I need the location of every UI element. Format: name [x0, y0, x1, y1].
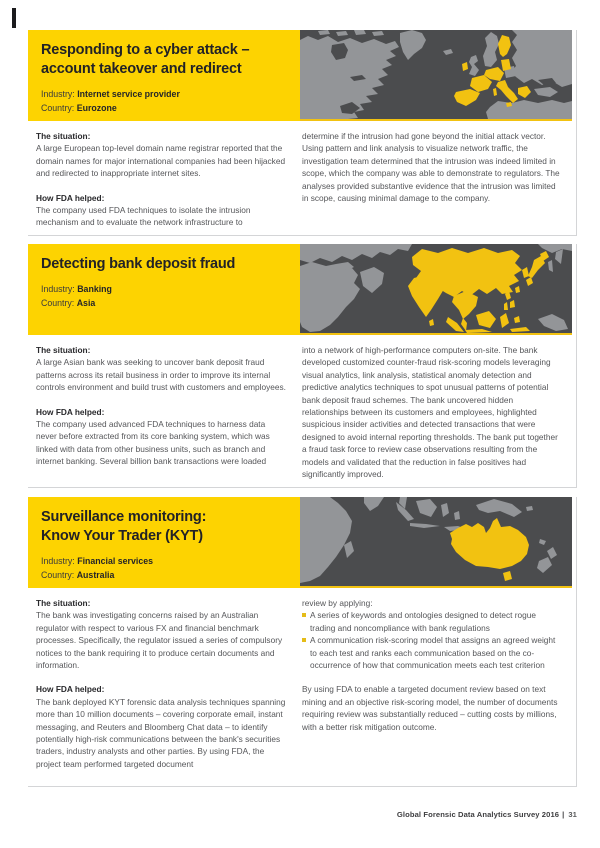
industry-value: Internet service provider: [77, 89, 180, 99]
case-study-kyt: [28, 497, 577, 787]
case3-title-line2: Know Your Trader (KYT): [41, 528, 203, 544]
case2-country: [41, 297, 288, 309]
case2-header: [28, 244, 300, 335]
country-value: Australia: [76, 570, 115, 580]
case3-header-band: [28, 497, 576, 588]
case1-left-column: [36, 130, 288, 229]
case1-country: [41, 102, 288, 114]
page-number: 31: [568, 810, 577, 819]
case1-right-column: [302, 130, 560, 229]
how-fda-heading: How FDA helped:: [36, 192, 105, 203]
footer-title: Global Forensic Data Analytics Survey 2016: [396, 810, 560, 819]
industry-value: Financial services: [77, 556, 153, 566]
case1-body: [28, 121, 576, 229]
industry-label: Industry:: [41, 284, 75, 294]
case3-country: [41, 569, 288, 581]
review-bullet-list: [302, 609, 560, 671]
country-value: Asia: [76, 298, 96, 308]
map-europe-svg: [300, 30, 572, 119]
country-label: Country:: [41, 570, 75, 580]
how-fda-text: The bank deployed KYT forensic data analysis techniques spanning more than 10 million documents – covering corporate email, instant messaging, and Reuters and Bloomberg Chat data – to identify potentially high-risk communications between the bank's securities traders, industry analysts and other parties. By using FDA, the project team performed targeted document: [36, 696, 286, 769]
world-map-asia: [300, 244, 572, 335]
list-item: [302, 634, 560, 671]
bullet-text: A series of keywords and ontologies designed to detect rogue trading and noncompliance with bank regulations: [310, 610, 537, 633]
how-fda-text: The company used advanced FDA techniques to harness data never before extracted from its core banking system, which was linked with data from other business units, such as branch and internet banking. Several billion bank transactions were loaded: [36, 419, 270, 467]
how-fda-text-continued: into a network of high-performance computers on-site. The bank developed customized counter-fraud risk-scoring models leveraging visual analytics, link analysis, statistical anomaly detection and predictive analytics techniques to spot unusual patterns of potential bank deposit fraud schemes. The bank uncovered hidden relationships between its customers and employees, highlighted suspicious insider activities and detected transactions that were designed to avoid internal reporting thresholds. The bank put together a fraud task force to review case observations resulting from the models and validated that the reduction in false positives had significantly improved.: [302, 345, 558, 480]
footer-separator: |: [562, 810, 565, 819]
world-map-eurozone: [300, 30, 572, 121]
case1-title-line2: account takeover and redirect: [41, 61, 242, 77]
country-value: Eurozone: [76, 103, 117, 113]
case3-industry: [41, 555, 288, 567]
situation-text: A large European top-level domain name registrar reported that the domain names for major international companies had been hijacked and redirected to inappropriate internet sites.: [36, 143, 286, 179]
how-fda-heading: How FDA helped:: [36, 406, 105, 417]
review-intro-text: review by applying:: [302, 598, 373, 608]
case3-right-column: [302, 597, 560, 770]
industry-label: Industry:: [41, 89, 75, 99]
how-fda-heading: How FDA helped:: [36, 684, 105, 695]
situation-heading: The situation:: [36, 598, 91, 608]
how-fda-text: The company used FDA techniques to isolate the intrusion mechanism and to evaluate the network infrastructure to: [36, 205, 251, 228]
north-africa: [486, 100, 572, 119]
case3-title-line1: Surveillance monitoring:: [41, 509, 207, 525]
bullet-text: A communication risk-scoring model that assigns an agreed weight to each test and ranks each communication based on the co-occurrence of how that communication meets each test criterion: [310, 635, 556, 671]
case1-title-line1: Responding to a cyber attack –: [41, 42, 250, 58]
case2-title: [41, 255, 288, 274]
situation-heading: The situation:: [36, 131, 91, 141]
how-fda-text-continued: determine if the intrusion had gone beyond the initial attack vector. Using pattern and link analysis to visualize network traffic, the investigation team determined that the intrusion was indeed limited in scope, which the company was able to demonstrate to regulators. The analyses provided substantive evidence that the intrusion was limited in scope, causing minimal damage to the company.: [302, 131, 560, 204]
case1-title: [41, 41, 288, 79]
country-label: Country:: [41, 103, 75, 113]
case2-left-column: [36, 344, 288, 480]
case1-header: [28, 30, 300, 121]
bullet-square-icon: [302, 638, 306, 642]
situation-text: A large Asian bank was seeking to uncover bank deposit fraud patterns across its retail business in order to improve its internal controls environment and build trust with customers and employees.: [36, 357, 286, 393]
case3-body: [28, 588, 576, 770]
list-item: [302, 609, 560, 634]
closing-text: By using FDA to enable a targeted document review based on text mining and an objective risk-scoring model, the number of documents requiring review was substantially reduced – cutting costs by millions, with a better risk mitigation outcome.: [302, 684, 558, 732]
map-australia-svg: [300, 497, 572, 586]
case2-title-line1: Detecting bank deposit fraud: [41, 256, 236, 272]
case-study-bank-deposit-fraud: [28, 244, 577, 488]
eastern-europe-russia: [511, 30, 572, 87]
bullet-square-icon: [302, 613, 306, 617]
country-label: Country:: [41, 298, 75, 308]
map-asia-svg: [300, 244, 572, 333]
situation-text: The bank was investigating concerns raised by an Australian regulator with respect to various FX and financial benchmark processes. Specifically, the regulator issued a series of compulsory notices to the bank requiring it to produce certain documents and information.: [36, 610, 283, 671]
page-corner-mark: [12, 8, 16, 28]
case2-header-band: [28, 244, 576, 335]
case3-title: [41, 508, 288, 546]
case3-header: [28, 497, 300, 588]
case1-industry: [41, 88, 288, 100]
case3-left-column: [36, 597, 288, 770]
case1-header-band: [28, 30, 576, 121]
situation-heading: The situation:: [36, 345, 91, 355]
case2-industry: [41, 283, 288, 295]
world-map-australia: [300, 497, 572, 588]
industry-label: Industry:: [41, 556, 75, 566]
case-study-cyber-attack: [28, 30, 577, 236]
case2-right-column: [302, 344, 560, 480]
industry-value: Banking: [77, 284, 112, 294]
case2-body: [28, 335, 576, 480]
page-footer: [397, 810, 577, 819]
